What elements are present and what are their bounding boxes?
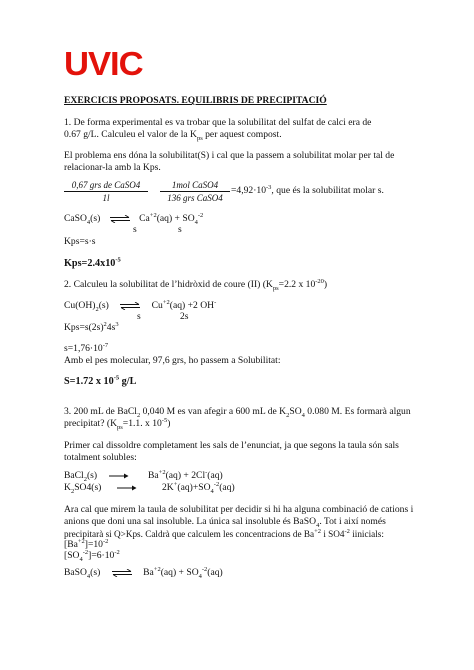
ex1-kps-result: $Kps=2.4x10^{-5}$ bbox=[64, 256, 121, 269]
equilibrium-arrow-icon bbox=[109, 215, 131, 223]
ex1-fraction-1: 0,67 grs de CaSO4 1l bbox=[64, 180, 148, 203]
ex1-explain-line1: El problema ens dóna la solubilitat(S) i cal que la passem a solubilitat molar per tal de bbox=[64, 150, 395, 161]
ex1-explain-line2: relacionar-la amb la Kps. bbox=[64, 162, 161, 173]
reaction-arrow-icon bbox=[108, 472, 130, 480]
page-title: EXERCICIS PROPOSATS. EQUILIBRIS DE PRECIPITACIÓ bbox=[64, 95, 327, 106]
ex2-kps-expression: $Kps=s(2s)^24s^3$ bbox=[64, 320, 119, 333]
ex3-concentration-ba: $[Ba^{+2}]=10^{-2}$ bbox=[64, 537, 109, 550]
ex3-equilibrium-baso4: BaSO$_4$(s) $Ba^{+2}(aq) + SO_4^{-2}(aq)$ bbox=[64, 565, 223, 580]
ex1-kps-expression: Kps=s·s bbox=[64, 236, 96, 247]
equilibrium-arrow-icon bbox=[111, 569, 133, 577]
ex3-statement-line1: 3. 200 mL de BaCl$_2$ 0,040 M es van afegir a 600 mL de $K_2SO_4$ 0.080 M. Es formarà algun bbox=[64, 406, 411, 419]
ex3-dissociation-k2so4: $K_2SO4(s)$ $2K^+(aq)+SO_4^{-2}(aq)$ bbox=[64, 480, 235, 495]
ex3-para2-line1: Ara cal que mirem la taula de solubilitat per decidir si hi ha alguna combinació de cations i bbox=[64, 504, 414, 515]
ex3-para2-line3: precipitarà si Q>Kps. Caldrà que calculem les concentracions de $Ba^{+2}$ i $SO4^{-2}$ iinicials: bbox=[64, 527, 384, 539]
ex2-molecular-weight-text: Amb el pes molecular, 97,6 grs, ho passem a Solubilitat: bbox=[64, 355, 281, 366]
ex1-fraction-2: 1mol CaSO4 136 grs CaSO4 bbox=[160, 180, 230, 203]
reaction-arrow-icon bbox=[116, 484, 138, 492]
ex2-s-label-2: 2s bbox=[180, 311, 189, 322]
ex3-concentration-so4: $[SO_4^{-2}]=6\cdot 10^{-2}$ bbox=[64, 548, 120, 563]
uvic-logo bbox=[64, 47, 174, 81]
ex3-para1-line2: totalment solubles: bbox=[64, 452, 137, 463]
ex1-statement-line1: 1. De forma experimental es va trobar que la solubilitat del sulfat de calci era de bbox=[64, 117, 372, 128]
ex3-statement-line2: precipitat? ($K_{ps}=1.1$. x $10^{-5}$) bbox=[64, 416, 171, 431]
ex1-s-label-2: s bbox=[178, 224, 182, 235]
ex2-statement: 2. Calculeu la solubilitat de l’hidròxid de coure (II) ($K_{ps}=2.2$ x $10^{-20}$) bbox=[64, 277, 328, 292]
ex1-equilibrium: CaSO$_4$(s) $Ca^{+2}(aq) + SO_4^{-2}$ bbox=[64, 211, 204, 226]
ex2-equilibrium: $Cu(OH)_2(s)$ $Cu^{+2}(aq) +2$ OH- bbox=[64, 298, 217, 313]
ex1-s-label-1: s bbox=[133, 224, 137, 235]
ex1-statement-line2: 0.67 g/L. Calculeu el valor de la $K_{ps}$ per aquest compost. bbox=[64, 129, 282, 142]
ex1-molar-solubility: $=4,92\cdot 10^{-3}$, que és la solubilitat molar s. bbox=[231, 183, 384, 196]
ex3-dissociation-bacl2: BaCl$_2$(s) $Ba^{+2}(aq) + 2Cl^-(aq)$ bbox=[64, 468, 223, 483]
logo-text: UVIC bbox=[64, 45, 143, 82]
ex2-s-label-1: s bbox=[137, 311, 141, 322]
ex2-result: S=1.72 x $10^{-5}$ g/L bbox=[64, 374, 137, 387]
ex2-s-value: $s=1,76\cdot 10^{-7}$ bbox=[64, 341, 109, 354]
ex3-para2-line2: anions que doni una sal insoluble. La única sal insoluble és BaSO$_4$. Tot i així només bbox=[64, 516, 386, 529]
ex3-para1-line1: Primer cal dissoldre completament les sals de l’enunciat, ja que segons la taula són sals bbox=[64, 440, 399, 451]
equilibrium-arrow-icon bbox=[119, 302, 141, 310]
